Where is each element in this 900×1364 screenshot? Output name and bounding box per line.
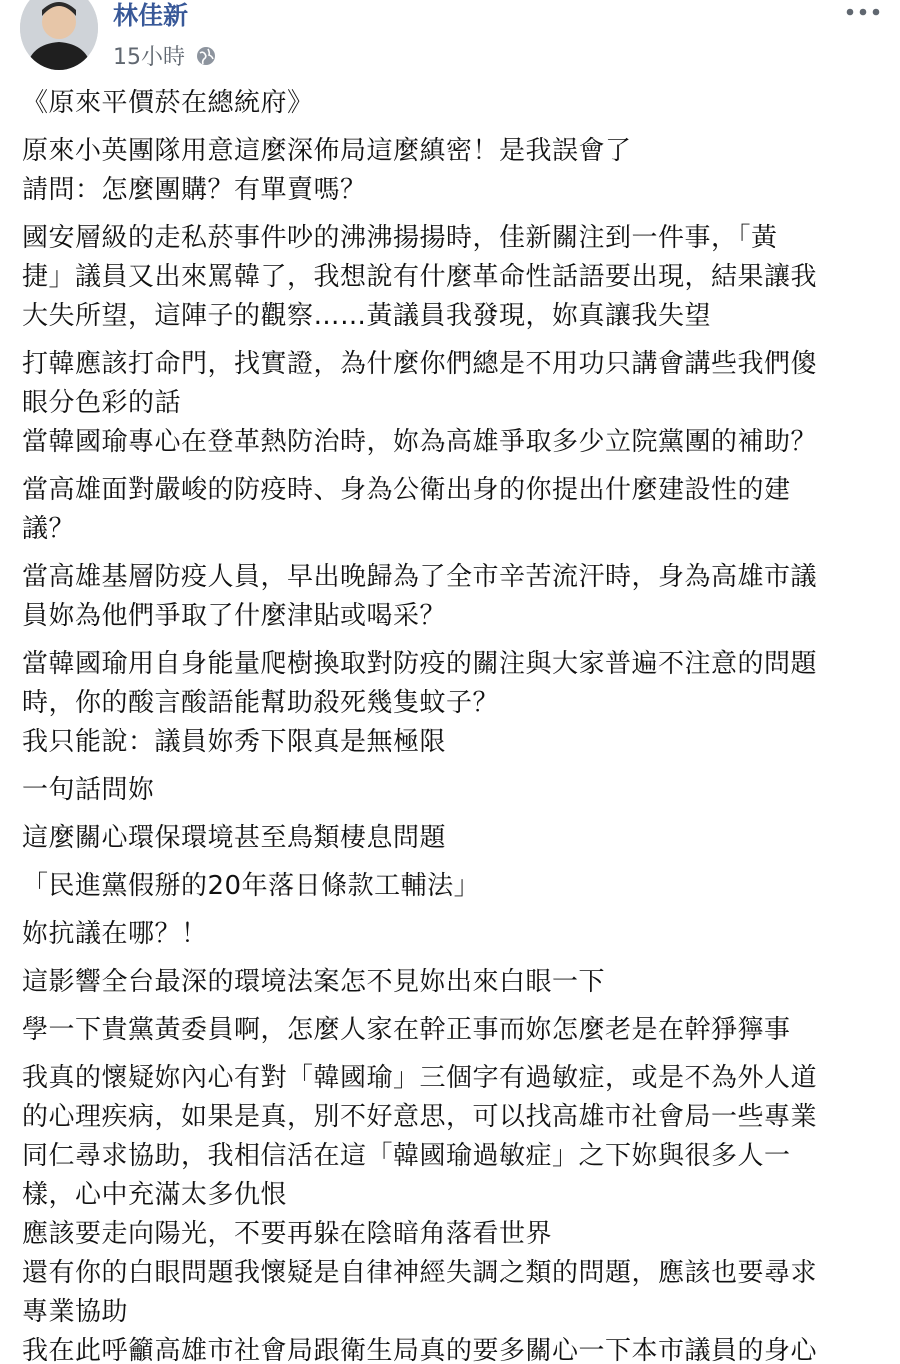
post-text-line: 眼分色彩的話 — [22, 388, 182, 418]
post-text-line: 時，你的酸言酸語能幫助殺死幾隻蚊子？ — [22, 688, 500, 718]
post-text-line: 學一下貴黨黃委員啊，怎麼人家在幹正事而妳怎麼老是在幹猙獰事 — [22, 1015, 791, 1045]
post-text-line: 議？ — [22, 514, 76, 544]
avatar-photo — [20, 0, 98, 70]
post-text-line: 原來小英團隊用意這麼深佈局這麼縝密！是我誤會了 — [22, 136, 632, 166]
post-text-line: 我只能說：議員妳秀下限真是無極限 — [22, 727, 447, 757]
more-options-icon — [846, 8, 880, 16]
post-paragraph — [22, 867, 882, 906]
post-paragraph — [22, 915, 882, 954]
post-timestamp[interactable]: 15小時 — [113, 45, 185, 70]
globe-icon[interactable] — [195, 45, 217, 67]
post-text-line: 國安層級的走私菸事件吵的沸沸揚揚時，佳新關注到一件事，「黃 — [22, 223, 778, 253]
post-header — [0, 0, 900, 80]
post-text-line: 當高雄面對嚴峻的防疫時、身為公衛出身的你提出什麼建設性的建 — [22, 475, 791, 505]
post-paragraph — [22, 84, 882, 123]
post-paragraph — [22, 219, 882, 336]
post-text-line: 應該要走向陽光，不要再躲在陰暗角落看世界 — [22, 1219, 553, 1249]
post-text-line: 《原來平價菸在總統府》 — [22, 88, 314, 118]
post-paragraph — [22, 819, 882, 858]
post-text-line: 員妳為他們爭取了什麼津貼或喝采？ — [22, 601, 447, 631]
post-text-line: 的心理疾病，如果是真，別不好意思，可以找高雄市社會局一些專業 — [22, 1102, 818, 1132]
post-text-line: 「民進黨假掰的20年落日條款工輔法」 — [22, 871, 481, 901]
post-body — [22, 84, 882, 1364]
post-text-line: 樣，心中充滿太多仇恨 — [22, 1180, 288, 1210]
post-text-line: 我在此呼籲高雄市社會局跟衛生局真的要多關心一下本市議員的身心 — [22, 1336, 818, 1364]
post-paragraph — [22, 771, 882, 810]
post-text-line: 我真的懷疑妳內心有對「韓國瑜」三個字有過敏症，或是不為外人道 — [22, 1063, 818, 1093]
post-paragraph — [22, 1011, 882, 1050]
post-text-line: 這影響全台最深的環境法案怎不見妳出來白眼一下 — [22, 967, 606, 997]
post-text-line: 大失所望，這陣子的觀察……黃議員我發現，妳真讓我失望 — [22, 301, 712, 331]
post-meta — [113, 40, 217, 71]
avatar[interactable] — [20, 0, 98, 70]
post-text-line: 還有你的白眼問題我懷疑是自律神經失調之類的問題，應該也要尋求 — [22, 1258, 818, 1288]
post-paragraph — [22, 345, 882, 462]
post-text-line: 請問：怎麼團購？有單賣嗎？ — [22, 175, 367, 205]
post-paragraph — [22, 558, 882, 636]
post-text-line: 妳抗議在哪？！ — [22, 919, 208, 949]
post-text-line: 這麼關心環保環境甚至鳥類棲息問題 — [22, 823, 447, 853]
post-paragraph — [22, 645, 882, 762]
post-paragraph — [22, 963, 882, 1002]
author-name[interactable]: 林佳新 — [113, 1, 189, 30]
post-text-line: 打韓應該打命門，找實證，為什麼你們總是不用功只講會講些我們傻 — [22, 349, 818, 379]
post-paragraph — [22, 132, 882, 210]
post-text-line: 捷」議員又出來罵韓了，我想說有什麼革命性話語要出現，結果讓我 — [22, 262, 818, 292]
more-options-button[interactable] — [840, 0, 886, 24]
post-text-line: 同仁尋求協助，我相信活在這「韓國瑜過敏症」之下妳與很多人一 — [22, 1141, 791, 1171]
post-text-line: 當高雄基層防疫人員，早出晚歸為了全市辛苦流汗時，身為高雄市議 — [22, 562, 818, 592]
post-text-line: 一句話問妳 — [22, 775, 155, 805]
post-text-line: 當韓國瑜專心在登革熱防治時，妳為高雄爭取多少立院黨團的補助？ — [22, 427, 818, 457]
post-text-line: 當韓國瑜用自身能量爬樹換取對防疫的關注與大家普遍不注意的問題 — [22, 649, 818, 679]
post-paragraph — [22, 471, 882, 549]
post-paragraph — [22, 1059, 882, 1364]
post-text-line: 專業協助 — [22, 1297, 129, 1327]
